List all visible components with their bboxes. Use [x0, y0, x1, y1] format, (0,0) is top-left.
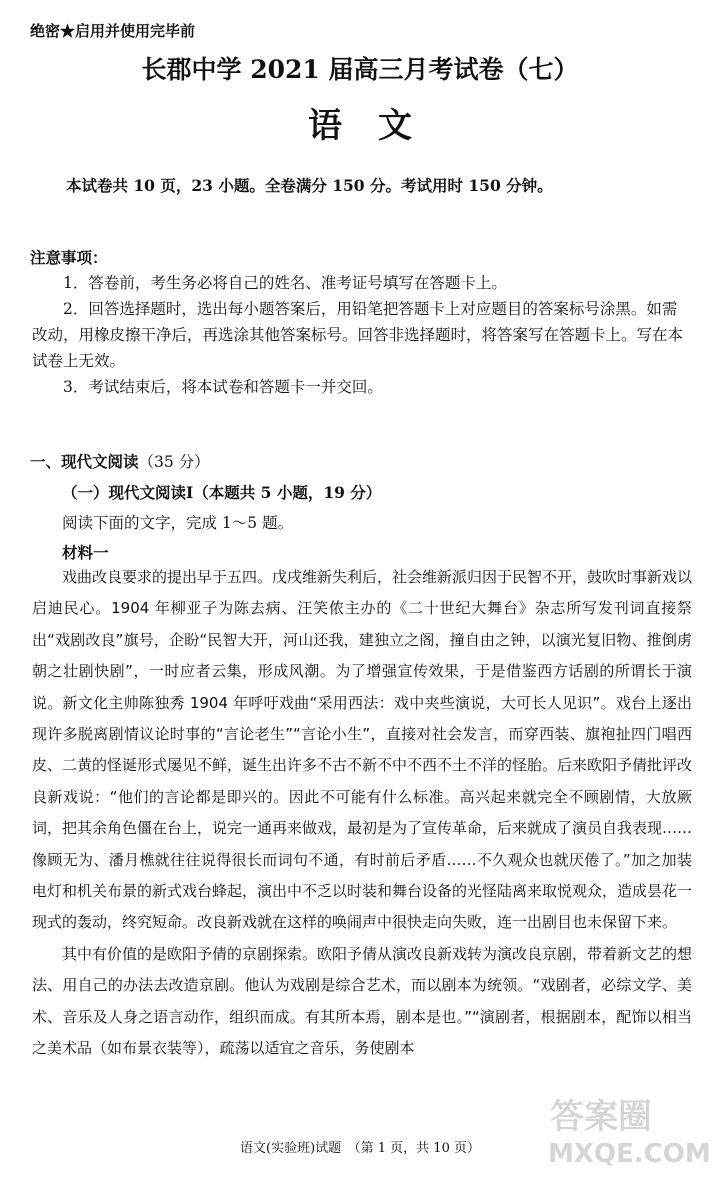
notice-item: 3．考试结束后，将本试卷和答题卡一并交回。 [63, 378, 383, 396]
confidential-label: 绝密★启用并使用完毕前 [30, 22, 196, 40]
passage-paragraph: 戏曲改良要求的提出早于五四。戊戌维新失利后，社会维新派归因于民智不开，鼓吹时事新戏以启迪民心。1904 年柳亚子为陈去病、汪笑侬主办的《二十世纪大舞台》杂志所写发刊词直接祭出“戏剧改良”旗号，企盼“民智大开，河山还我，建独立之阁，撞自由之钟，以演光复旧物、推倒虏朝之壮剧快剧”，一时应者云集，形成风潮。为了增强宣传效果，于是借鉴西方话剧的所谓长于演说。新文化主帅陈独秀 1904 年呼吁戏曲“采用西法：戏中夹些演说，大可长人见识”。戏台上逐出现许多脱离剧情议论时事的“言论老生”“言论小生”，直接对社会发言，而穿西装、旗袍扯四门唱西皮、二黄的怪诞形式屡见不鲜，诞生出许多不古不新不中不西不土不洋的怪胎。后来欧阳予倩批评改良新戏说：“他们的言论都是即兴的。因此不可能有什么标准。高兴起来就完全不顾剧情，大放厥词，把其余角色僵在台上，说完一通再来做戏，最初是为了宣传革命，后来就成了演员自我表现……像顾无为、潘月樵就往往说得很长而词句不通，有时前后矛盾……不久观众也就厌倦了。”加之加装电灯和机关布景的新式戏台蜂起，演出中不乏以时装和舞台设备的光怪陆离来取悦观众，造成昙花一现式的轰动，终究短命。改良新戏就在这样的唤闹声中很快走向失败，连一出剧目也未保留下来。 [32, 568, 693, 932]
section-points: （35 分） [138, 453, 210, 471]
subject-title: 语文 [308, 106, 448, 146]
reading-instruction: 阅读下面的文字，完成 1～5 题。 [62, 514, 294, 532]
notice-item: 1．答卷前，考生务必将自己的姓名、准考证号填写在答题卡上。 [63, 274, 507, 292]
material-label: 材料一 [62, 543, 109, 562]
page-footer: 语文(实验班)试题 （第 1 页，共 10 页） [240, 1141, 480, 1156]
notice-list [32, 270, 687, 400]
section-title: 一、现代文阅读 [30, 452, 139, 471]
notice-item: 2．回答选择题时，选出每小题答案后，用铅笔把答题卡上对应题目的答案标号涂黑。如需改动，用橡皮擦干净后，再选涂其他答案标号。回答非选择题时，将答案写在答题卡上。写在本试卷上无效。 [32, 300, 684, 370]
exam-title: 长郡中学 2021 届高三月考试卷（七） [141, 55, 579, 84]
notice-heading: 注意事项： [30, 248, 108, 267]
watermark-site: MXQE.COM [548, 1139, 711, 1168]
part-heading: （一）现代文阅读Ⅰ（本题共 5 小题，19 分） [62, 483, 382, 502]
reading-passage [32, 562, 692, 1065]
watermark-logo [540, 1088, 715, 1168]
section-heading [30, 450, 210, 472]
watermark-text: 答案圈 [550, 1097, 652, 1137]
passage-paragraph: 其中有价值的是欧阳予倩的京剧探索。欧阳予倩从演改良新戏转为演改良京剧，带着新文艺的想法、用自己的办法去改造京剧。他认为戏剧是综合艺术，而以剧本为统领。“戏剧者，必综文学、美术、音乐及人身之语言动作，组织而成。有其所本焉，剧本是也。”“演剧者，根据剧本，配饰以相当之美术品（如布景衣装等），疏荡以适宜之音乐，务使剧本 [32, 944, 693, 1058]
exam-summary: 本试卷共 10 页，23 小题。全卷满分 150 分。考试用时 150 分钟。 [66, 176, 553, 195]
